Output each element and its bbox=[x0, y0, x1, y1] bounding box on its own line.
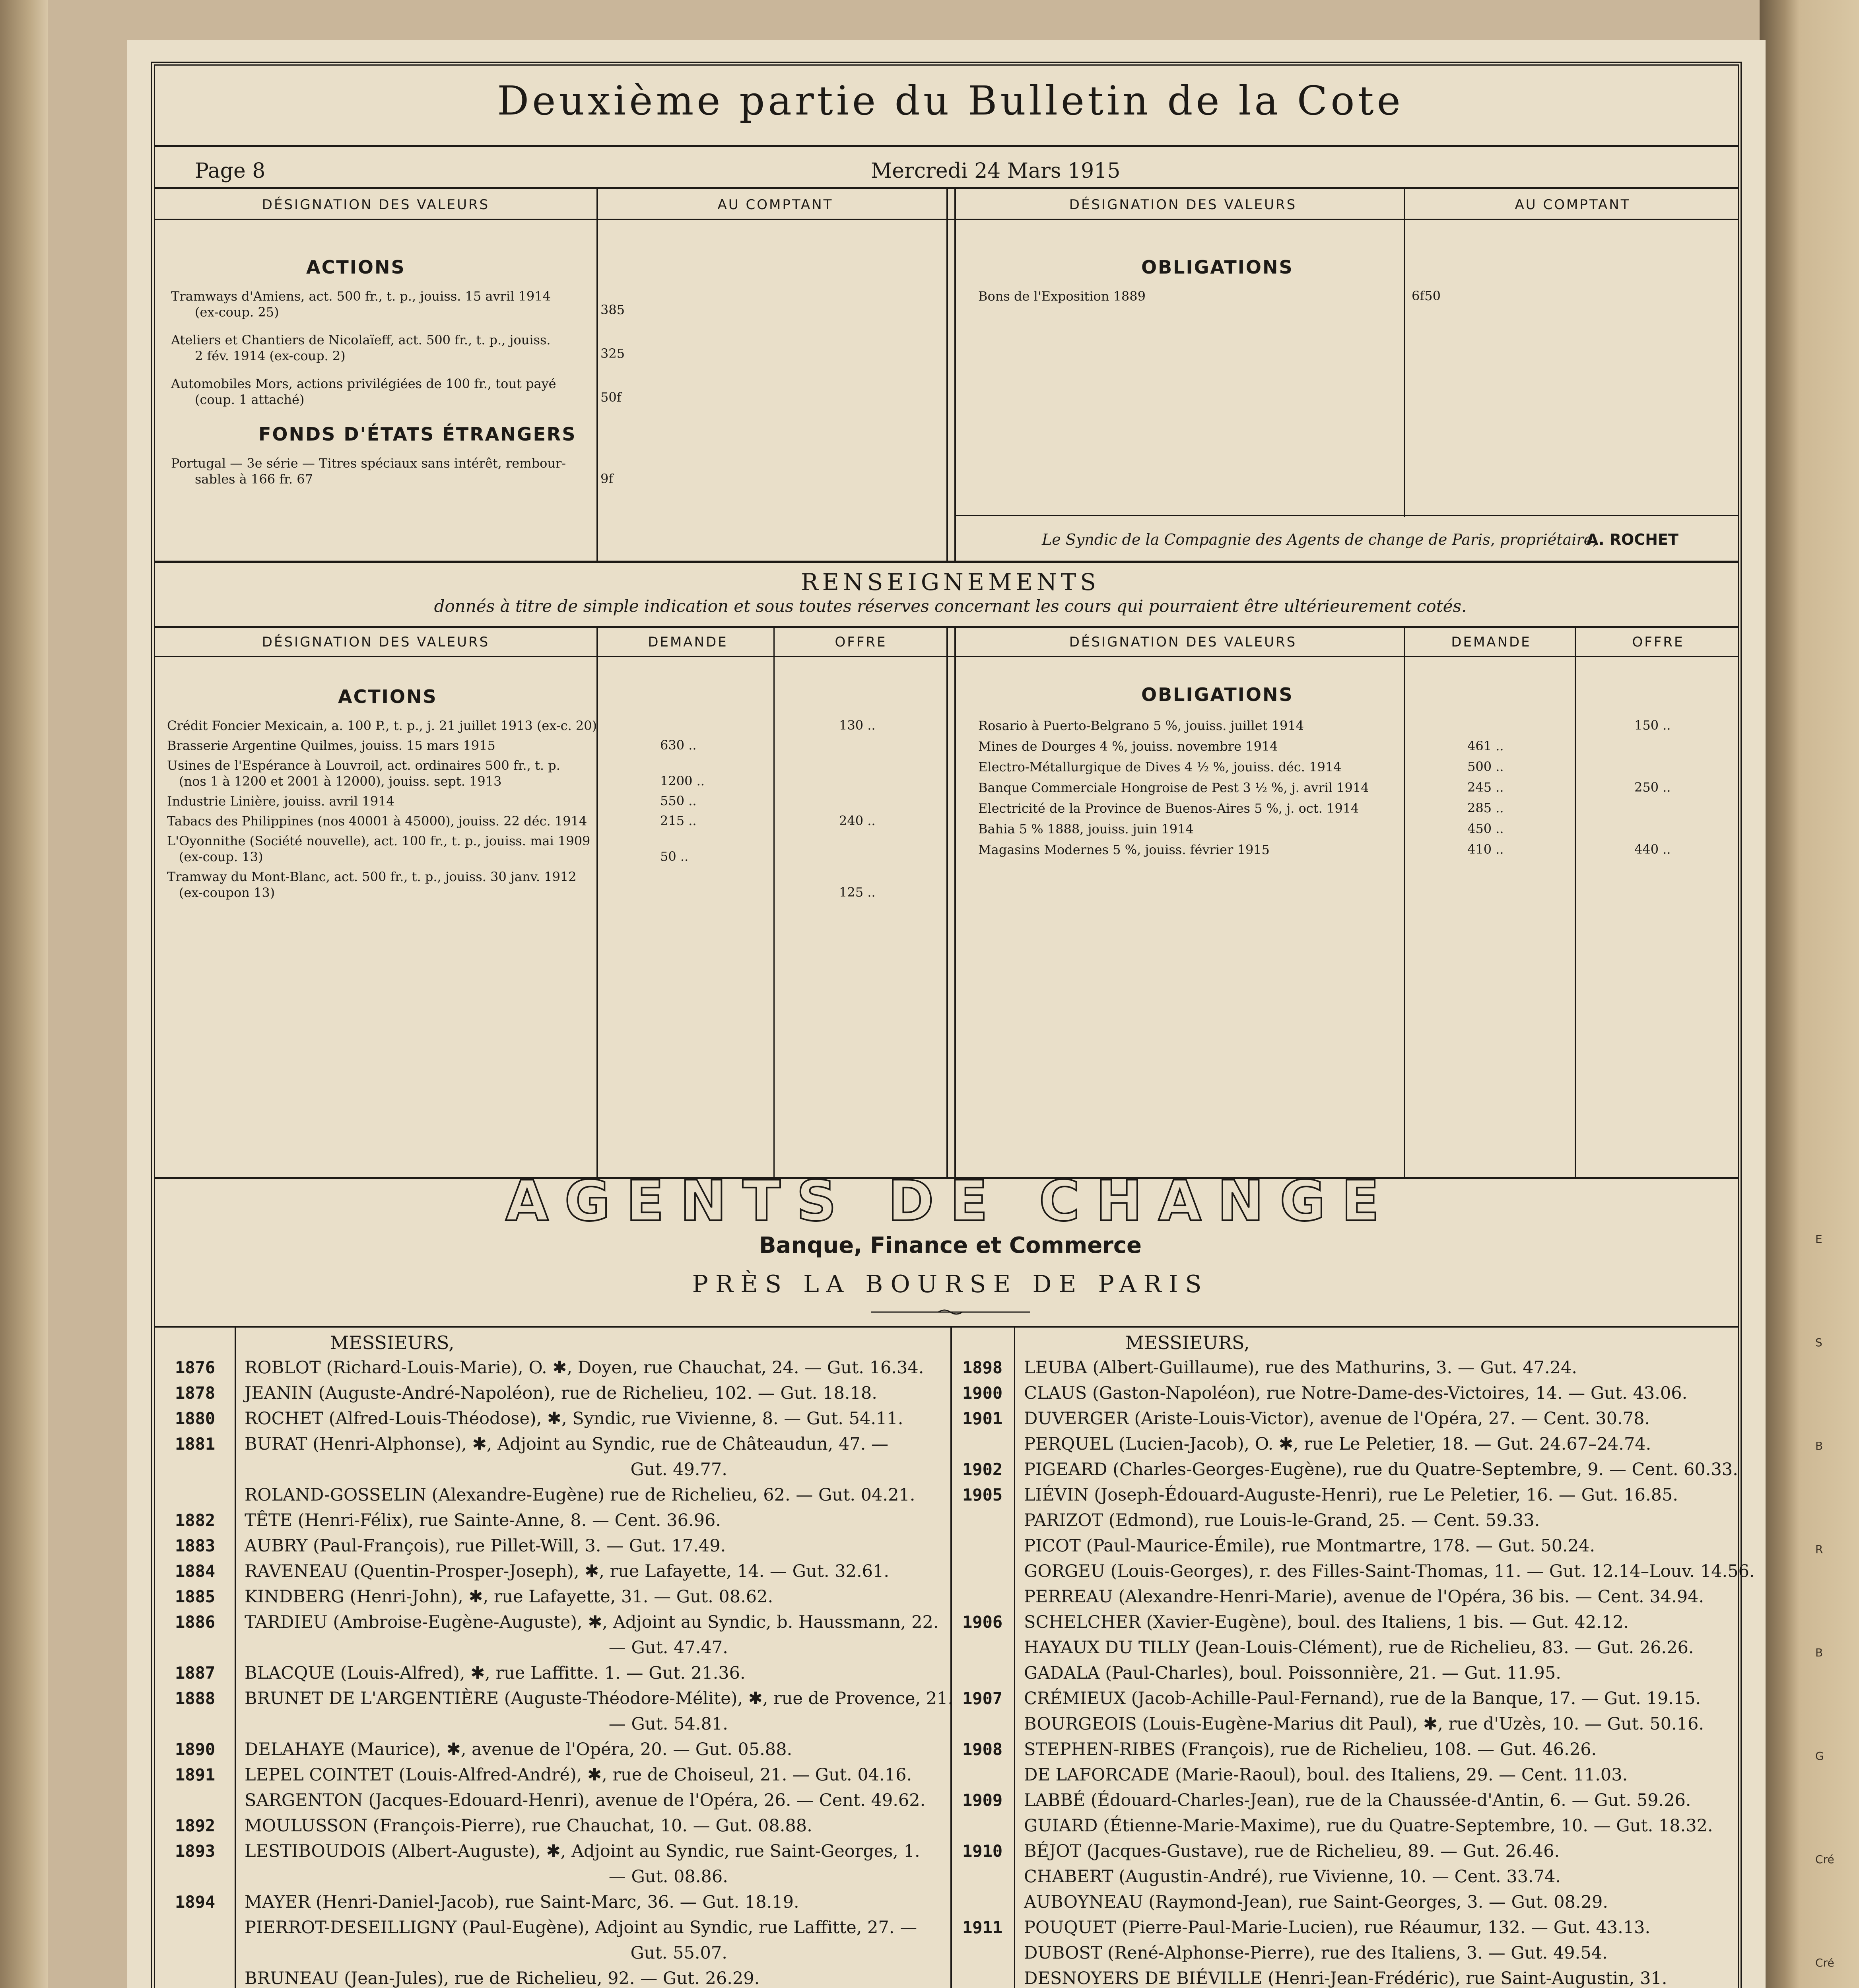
security-name: Automobiles Mors, actions privilégiées de 100 fr., tout payé bbox=[171, 376, 556, 391]
agent-year: 1887 bbox=[175, 1663, 216, 1683]
col-header-designation: DÉSIGNATION DES VALEURS bbox=[1069, 634, 1297, 650]
page-number: Page 8 bbox=[195, 159, 266, 183]
security-name: Magasins Modernes 5 %, jouiss. février 1915 bbox=[978, 842, 1270, 857]
agent-year: 1907 bbox=[962, 1689, 1003, 1708]
security-name: Tabacs des Philippines (nos 40001 à 45000), jouiss. 22 déc. 1914 bbox=[167, 813, 587, 829]
agent-entry: MAYER (Henri-Daniel-Jacob), rue Saint-Marc, 36. — Gut. 18.19. bbox=[245, 1892, 799, 1912]
offre-value: 125 .. bbox=[839, 885, 876, 900]
security-name: Bons de l'Exposition 1889 bbox=[978, 289, 1146, 304]
security-name: Electricité de la Province de Buenos-Aires 5 %, j. oct. 1914 bbox=[978, 801, 1359, 816]
agent-year: 1905 bbox=[962, 1485, 1003, 1505]
agent-entry: — Gut. 54.81. bbox=[245, 1714, 728, 1734]
agent-entry: CRÉMIEUX (Jacob-Achille-Paul-Fernand), rue de la Banque, 17. — Gut. 19.15. bbox=[1024, 1689, 1701, 1708]
agent-entry: PIERROT-DESEILLIGNY (Paul-Eugène), Adjoint au Syndic, rue Laffitte, 27. — bbox=[245, 1918, 917, 1938]
agent-entry: JEANIN (Auguste-André-Napoléon), rue de Richelieu, 102. — Gut. 18.18. bbox=[245, 1383, 877, 1403]
agent-entry: LEPEL COINTET (Louis-Alfred-André), ✱, rue de Choiseul, 21. — Gut. 04.16. bbox=[245, 1765, 912, 1785]
security-name: Tramway du Mont-Blanc, act. 500 fr., t. p., jouiss. 30 janv. 1912 bbox=[167, 869, 577, 884]
agent-entry: LESTIBOUDOIS (Albert-Auguste), ✱, Adjoint au Syndic, rue Saint-Georges, 1. bbox=[245, 1841, 920, 1861]
adjacent-page-fragment: R bbox=[1815, 1543, 1823, 1556]
adjacent-page-fragment: G bbox=[1815, 1749, 1824, 1763]
agent-year: 1902 bbox=[962, 1460, 1003, 1479]
col-header-offre: OFFRE bbox=[835, 634, 887, 650]
col-header-designation: DÉSIGNATION DES VALEURS bbox=[262, 197, 490, 213]
agent-entry: GADALA (Paul-Charles), boul. Poissonnière, 21. — Gut. 11.95. bbox=[1024, 1663, 1561, 1683]
renseignements-subtitle: donnés à titre de simple indication et sous toutes réserves concernant les cours qui pourraient être ultérieurement cotés. bbox=[434, 596, 1467, 616]
col-header-demande: DEMANDE bbox=[1451, 634, 1531, 650]
section-obligations: OBLIGATIONS bbox=[1141, 684, 1294, 705]
offre-value: 130 .. bbox=[839, 718, 876, 733]
agent-entry: DESNOYERS DE BIÉVILLE (Henri-Jean-Frédéric), rue Saint-Augustin, 31. bbox=[1024, 1969, 1667, 1988]
agent-entry: PIGEARD (Charles-Georges-Eugène), rue du Quatre-Septembre, 9. — Cent. 60.33. bbox=[1024, 1460, 1738, 1479]
offre-value: 440 .. bbox=[1634, 842, 1671, 857]
agent-entry: BÉJOT (Jacques-Gustave), rue de Richelieu, 89. — Gut. 26.46. bbox=[1024, 1841, 1560, 1861]
agent-entry: BRUNEAU (Jean-Jules), rue de Richelieu, 92. — Gut. 26.29. bbox=[245, 1969, 760, 1988]
agent-entry: MOULUSSON (François-Pierre), rue Chauchat, 10. — Gut. 08.88. bbox=[245, 1816, 812, 1836]
agent-year: 1878 bbox=[175, 1383, 216, 1403]
demande-value: 630 .. bbox=[660, 738, 697, 753]
syndic-name: A. ROCHET bbox=[1587, 531, 1678, 548]
agent-entry: Gut. 49.77. bbox=[245, 1460, 727, 1479]
adjacent-page-fragment: B bbox=[1815, 1439, 1823, 1452]
agent-entry: TÊTE (Henri-Félix), rue Sainte-Anne, 8. — Cent. 36.96. bbox=[245, 1510, 721, 1530]
demande-value: 410 .. bbox=[1467, 842, 1504, 857]
agent-entry: ROLAND-GOSSELIN (Alexandre-Eugène) rue de Richelieu, 62. — Gut. 04.21. bbox=[245, 1485, 915, 1505]
agent-year: 1901 bbox=[962, 1409, 1003, 1428]
syndic-note: Le Syndic de la Compagnie des Agents de change de Paris, propriétaire, bbox=[1042, 531, 1598, 548]
agent-year: 1885 bbox=[175, 1587, 216, 1606]
renseignements-title: RENSEIGNEMENTS bbox=[800, 569, 1100, 596]
agent-entry: BOURGEOIS (Louis-Eugène-Marius dit Paul), ✱, rue d'Uzès, 10. — Gut. 50.16. bbox=[1024, 1714, 1704, 1734]
price-au-comptant: 325 bbox=[600, 346, 625, 361]
security-name: Usines de l'Espérance à Louvroil, act. ordinaires 500 fr., t. p. bbox=[167, 758, 560, 773]
agent-year: 1882 bbox=[175, 1510, 216, 1530]
col-header-au-comptant: AU COMPTANT bbox=[1515, 197, 1631, 213]
section-obligations: OBLIGATIONS bbox=[1141, 256, 1294, 278]
agent-year: 1883 bbox=[175, 1536, 216, 1555]
agent-year: 1892 bbox=[175, 1816, 216, 1835]
agents-subtitle-2: PRÈS LA BOURSE DE PARIS bbox=[692, 1270, 1209, 1298]
agent-entry: GORGEU (Louis-Georges), r. des Filles-Saint-Thomas, 11. — Gut. 12.14–Louv. 14.56. bbox=[1024, 1561, 1755, 1581]
agent-entry: ROBLOT (Richard-Louis-Marie), O. ✱, Doyen, rue Chauchat, 24. — Gut. 16.34. bbox=[245, 1358, 924, 1378]
security-name: L'Oyonnithe (Société nouvelle), act. 100 fr., t. p., jouiss. mai 1909 bbox=[167, 833, 591, 848]
agent-entry: CHABERT (Augustin-André), rue Vivienne, 10. — Cent. 33.74. bbox=[1024, 1867, 1561, 1887]
demande-value: 285 .. bbox=[1467, 800, 1504, 815]
agent-entry: LABBÉ (Édouard-Charles-Jean), rue de la Chaussée-d'Antin, 6. — Gut. 59.26. bbox=[1024, 1790, 1691, 1810]
security-name-cont: (ex-coup. 13) bbox=[179, 849, 263, 864]
agent-entry: CLAUS (Gaston-Napoléon), rue Notre-Dame-des-Victoires, 14. — Gut. 43.06. bbox=[1024, 1383, 1688, 1403]
agent-year: 1894 bbox=[175, 1892, 216, 1912]
offre-value: 250 .. bbox=[1634, 780, 1671, 795]
offre-value: 240 .. bbox=[839, 813, 876, 828]
security-name: Mines de Dourges 4 %, jouiss. novembre 1914 bbox=[978, 739, 1278, 754]
agent-entry: SCHELCHER (Xavier-Eugène), boul. des Italiens, 1 bis. — Gut. 42.12. bbox=[1024, 1612, 1629, 1632]
offre-value: 150 .. bbox=[1634, 718, 1671, 733]
security-name: Tramways d'Amiens, act. 500 fr., t. p., jouiss. 15 avril 1914 bbox=[171, 289, 551, 304]
book-binding bbox=[0, 0, 48, 1988]
agent-year: 1876 bbox=[175, 1358, 216, 1377]
agent-entry: POUQUET (Pierre-Paul-Marie-Lucien), rue Réaumur, 132. — Gut. 43.13. bbox=[1024, 1918, 1651, 1938]
demande-value: 461 .. bbox=[1467, 738, 1504, 753]
agent-entry: LIÉVIN (Joseph-Édouard-Auguste-Henri), rue Le Peletier, 16. — Gut. 16.85. bbox=[1024, 1485, 1678, 1505]
section-actions: ACTIONS bbox=[306, 256, 406, 278]
agent-year: 1908 bbox=[962, 1740, 1003, 1759]
demande-value: 50 .. bbox=[660, 849, 689, 864]
page-title: Deuxième partie du Bulletin de la Cote bbox=[497, 78, 1404, 124]
agent-entry: AUBOYNEAU (Raymond-Jean), rue Saint-Georges, 3. — Gut. 08.29. bbox=[1024, 1892, 1608, 1912]
agent-entry: DUBOST (René-Alphonse-Pierre), rue des Italiens, 3. — Gut. 49.54. bbox=[1024, 1943, 1608, 1963]
agent-year: 1884 bbox=[175, 1561, 216, 1581]
agent-entry: BRUNET DE L'ARGENTIÈRE (Auguste-Théodore-Mélite), ✱, rue de Provence, 21. bbox=[245, 1689, 954, 1708]
demande-value: 450 .. bbox=[1467, 821, 1504, 836]
agent-entry: HAYAUX DU TILLY (Jean-Louis-Clément), rue de Richelieu, 83. — Gut. 26.26. bbox=[1024, 1638, 1694, 1658]
col-header-designation: DÉSIGNATION DES VALEURS bbox=[262, 634, 490, 650]
agent-entry: DELAHAYE (Maurice), ✱, avenue de l'Opéra, 20. — Gut. 05.88. bbox=[245, 1740, 793, 1759]
agent-year: 1910 bbox=[962, 1841, 1003, 1861]
security-name: Banque Commerciale Hongroise de Pest 3 ½ %, j. avril 1914 bbox=[978, 780, 1369, 795]
page-frame bbox=[151, 62, 1755, 1988]
adjacent-page-fragment: Cré bbox=[1815, 1853, 1834, 1866]
demande-value: 215 .. bbox=[660, 813, 697, 828]
security-name: Industrie Linière, jouiss. avril 1914 bbox=[167, 794, 394, 809]
agents-subtitle: Banque, Finance et Commerce bbox=[759, 1233, 1142, 1258]
agent-year: 1911 bbox=[962, 1918, 1003, 1937]
security-name-cont: sables à 166 fr. 67 bbox=[195, 472, 313, 487]
messieurs-heading: MESSIEURS, bbox=[330, 1332, 455, 1353]
agent-year: 1900 bbox=[962, 1383, 1003, 1403]
adjacent-page-strip bbox=[1760, 0, 1859, 1988]
agent-year: 1891 bbox=[175, 1765, 216, 1784]
security-name-cont: (ex-coup. 25) bbox=[195, 305, 279, 320]
agents-title: AGENTS DE CHANGE bbox=[505, 1169, 1395, 1234]
agent-entry: PERQUEL (Lucien-Jacob), O. ✱, rue Le Peletier, 18. — Gut. 24.67–24.74. bbox=[1024, 1434, 1651, 1454]
agent-year: 1881 bbox=[175, 1434, 216, 1454]
agent-entry: Gut. 55.07. bbox=[245, 1943, 727, 1963]
agent-year: 1898 bbox=[962, 1358, 1003, 1377]
adjacent-page-fragment: E bbox=[1815, 1233, 1822, 1246]
agent-entry: KINDBERG (Henri-John), ✱, rue Lafayette, 31. — Gut. 08.62. bbox=[245, 1587, 773, 1607]
agent-entry: DUVERGER (Ariste-Louis-Victor), avenue de l'Opéra, 27. — Cent. 30.78. bbox=[1024, 1409, 1650, 1429]
security-name-cont: (coup. 1 attaché) bbox=[195, 392, 305, 407]
agent-entry: ROCHET (Alfred-Louis-Théodose), ✱, Syndic, rue Vivienne, 8. — Gut. 54.11. bbox=[245, 1409, 903, 1429]
demande-value: 245 .. bbox=[1467, 780, 1504, 795]
col-header-au-comptant: AU COMPTANT bbox=[717, 197, 833, 213]
agent-entry: BURAT (Henri-Alphonse), ✱, Adjoint au Syndic, rue de Châteaudun, 47. — bbox=[245, 1434, 889, 1454]
security-name-cont: (nos 1 à 1200 et 2001 à 12000), jouiss. sept. 1913 bbox=[179, 774, 502, 789]
adjacent-page-fragment: Cré bbox=[1815, 1956, 1834, 1969]
agent-entry: PARIZOT (Edmond), rue Louis-le-Grand, 25. — Cent. 59.33. bbox=[1024, 1510, 1540, 1530]
messieurs-heading: MESSIEURS, bbox=[1125, 1332, 1250, 1353]
agent-year: 1888 bbox=[175, 1689, 216, 1708]
security-name: Brasserie Argentine Quilmes, jouiss. 15 mars 1915 bbox=[167, 738, 495, 753]
col-header-designation: DÉSIGNATION DES VALEURS bbox=[1069, 197, 1297, 213]
demande-value: 550 .. bbox=[660, 793, 697, 808]
agent-entry: TARDIEU (Ambroise-Eugène-Auguste), ✱, Adjoint au Syndic, b. Haussmann, 22. bbox=[245, 1612, 939, 1632]
agent-entry: DE LAFORCADE (Marie-Raoul), boul. des Italiens, 29. — Cent. 11.03. bbox=[1024, 1765, 1628, 1785]
agent-year: 1906 bbox=[962, 1612, 1003, 1632]
security-name: Electro-Métallurgique de Dives 4 ½ %, jouiss. déc. 1914 bbox=[978, 759, 1342, 775]
security-name: Rosario à Puerto-Belgrano 5 %, jouiss. juillet 1914 bbox=[978, 718, 1304, 733]
agent-year: 1893 bbox=[175, 1841, 216, 1861]
agent-year: 1909 bbox=[962, 1790, 1003, 1810]
adjacent-page-fragment: B bbox=[1815, 1646, 1823, 1659]
agent-entry: PERREAU (Alexandre-Henri-Marie), avenue de l'Opéra, 36 bis. — Cent. 34.94. bbox=[1024, 1587, 1704, 1607]
security-name-cont: 2 fév. 1914 (ex-coup. 2) bbox=[195, 348, 346, 363]
col-header-offre: OFFRE bbox=[1632, 634, 1684, 650]
page-date: Mercredi 24 Mars 1915 bbox=[871, 159, 1121, 183]
security-name: Bahia 5 % 1888, jouiss. juin 1914 bbox=[978, 821, 1194, 837]
agent-entry: RAVENEAU (Quentin-Prosper-Joseph), ✱, rue Lafayette, 14. — Gut. 32.61. bbox=[245, 1561, 890, 1581]
agent-entry: — Gut. 08.86. bbox=[245, 1867, 728, 1887]
section-fonds-etrangers: FONDS D'ÉTATS ÉTRANGERS bbox=[258, 423, 577, 445]
price-au-comptant: 50f bbox=[600, 390, 622, 405]
agent-entry: STEPHEN-RIBES (François), rue de Richelieu, 108. — Gut. 46.26. bbox=[1024, 1740, 1597, 1759]
agent-entry: — Gut. 47.47. bbox=[245, 1638, 728, 1658]
demande-value: 500 .. bbox=[1467, 759, 1504, 774]
agent-year: 1890 bbox=[175, 1740, 216, 1759]
price-au-comptant: 385 bbox=[600, 302, 625, 317]
security-name: Crédit Foncier Mexicain, a. 100 P., t. p., j. 21 juillet 1913 (ex-c. 20) bbox=[167, 718, 597, 733]
agent-year: 1886 bbox=[175, 1612, 216, 1632]
adjacent-page-fragment: S bbox=[1815, 1336, 1822, 1349]
agent-year: 1880 bbox=[175, 1409, 216, 1428]
newspaper-page bbox=[127, 40, 1766, 1988]
security-name: Ateliers et Chantiers de Nicolaïeff, act. 500 fr., t. p., jouiss. bbox=[171, 332, 551, 348]
agent-entry: PICOT (Paul-Maurice-Émile), rue Montmartre, 178. — Gut. 50.24. bbox=[1024, 1536, 1595, 1556]
agent-entry: AUBRY (Paul-François), rue Pillet-Will, 3. — Gut. 17.49. bbox=[245, 1536, 726, 1556]
col-header-demande: DEMANDE bbox=[648, 634, 728, 650]
ornament-rule bbox=[871, 1308, 1030, 1316]
agent-entry: SARGENTON (Jacques-Edouard-Henri), avenue de l'Opéra, 26. — Cent. 49.62. bbox=[245, 1790, 926, 1810]
agent-entry: LEUBA (Albert-Guillaume), rue des Mathurins, 3. — Gut. 47.24. bbox=[1024, 1358, 1577, 1378]
demande-value: 1200 .. bbox=[660, 773, 705, 788]
price-au-comptant: 9f bbox=[600, 471, 614, 486]
agent-entry: GUIARD (Étienne-Marie-Maxime), rue du Quatre-Septembre, 10. — Gut. 18.32. bbox=[1024, 1816, 1713, 1836]
security-name-cont: (ex-coupon 13) bbox=[179, 885, 275, 900]
agent-entry: BLACQUE (Louis-Alfred), ✱, rue Laffitte. 1. — Gut. 21.36. bbox=[245, 1663, 746, 1683]
section-actions: ACTIONS bbox=[338, 686, 437, 707]
price-au-comptant: 6f50 bbox=[1412, 288, 1441, 303]
security-name: Portugal — 3e série — Titres spéciaux sans intérêt, rembour- bbox=[171, 456, 566, 471]
